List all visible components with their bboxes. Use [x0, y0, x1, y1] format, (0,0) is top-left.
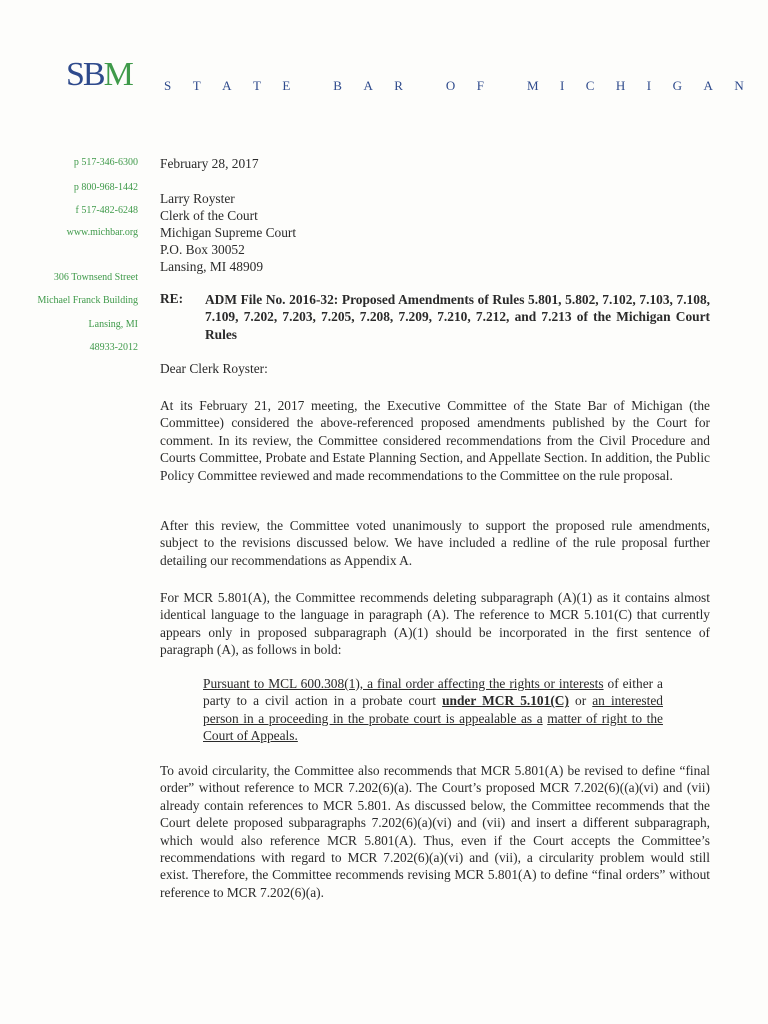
paragraph-3: For MCR 5.801(A), the Committee recommends deleting subparagraph (A)(1) as it contains almost identical language to the language in paragraph (A). The reference to MCR 5.101(C) that currently appears only in proposed subparagraph (A)(1) should be incorporated in the first sentence of paragraph (A), as follows in bold: — [160, 590, 710, 658]
org-letter: E — [282, 78, 291, 93]
contact-city: Lansing, MI — [88, 319, 138, 330]
org-letter: G — [672, 78, 682, 93]
re-subject: ADM File No. 2016-32: Proposed Amendments of Rules 5.801, 5.802, 7.102, 7.103, 7.108, 7.109, 7.202, 7.203, 7.205, 7.208, 7.209, 7.210, 7.212, and 7.213 of the Michigan Court Rules — [205, 292, 710, 342]
contact-zip: 48933-2012 — [89, 342, 138, 353]
quote-part-3: under MCR 5.101(C) — [442, 693, 569, 709]
org-letter: B — [333, 78, 342, 93]
paragraph-1: At its February 21, 2017 meeting, the Executive Committee of the State Bar of Michigan (the Committee) considered the above-referenced proposed amendments published by the Court for comment. In its review, the Committee considered recommendations from the Civil Procedure and Courts Committee, Probate and Estate Planning Section, and Appellate Section. In addition, the Public Policy Committee reviewed and made recommendations to the Committee on the rule proposal. — [160, 398, 710, 483]
logo-m: M — [103, 56, 132, 93]
org-letter: H — [615, 78, 626, 93]
org-letter: A — [222, 78, 232, 93]
organization-name — [164, 78, 744, 94]
org-letter: R — [394, 78, 403, 93]
paragraph-4: To avoid circularity, the Committee also recommends that MCR 5.801(A) be revised to define “final order” without reference to MCR 7.202(6)(a). The Court’s proposed MCR 7.202(6)((a)(vi) and (vii) already contain references to MCR 5.801. As discussed below, the Committee recommends that the Court delete proposed subparagraphs 7.202(6)(a)(vi) and (vii) and insert a different subparagraph, which would also reference MCR 5.801(A). Thus, even if the Court accepts the Committee’s recommendations with regard to MCR 7.202(6)(a)(vi) and (vii), a circularity problem would still exist. Therefore, the Committee recommends revising MCR 5.801(A) to define “final orders” without reference to MCR 7.202(6)(a). — [160, 763, 710, 900]
org-letter: T — [252, 78, 261, 93]
contact-tollfree: p 800-968-1442 — [73, 182, 138, 193]
org-letter: N — [734, 78, 744, 93]
contact-website[interactable]: www.michbar.org — [66, 227, 138, 238]
quote-part-7: matter of right to the Court of Appeals. — [203, 710, 663, 744]
org-letter: A — [363, 78, 373, 93]
sbm-logo — [66, 56, 132, 94]
letter-date: February 28, 2017 — [160, 156, 259, 171]
org-letter: C — [585, 78, 595, 93]
quote-part-1: Pursuant to MCL 600.308(1), a final order affecting the rights or interests — [203, 676, 604, 691]
recipient-box: P.O. Box 30052 — [160, 242, 245, 257]
recipient-title: Clerk of the Court — [160, 208, 258, 223]
org-letter: I — [646, 78, 652, 93]
recipient-name: Larry Royster — [160, 191, 235, 206]
contact-fax: f 517-482-6248 — [75, 205, 138, 216]
quote-part-4: or — [568, 693, 593, 709]
org-letter: A — [703, 78, 713, 93]
quote-part-5: an interested person in a proceeding in the probate court is appealable as a — [203, 693, 663, 726]
logo-sb: SB — [66, 56, 104, 93]
org-letter: M — [526, 78, 539, 93]
salutation: Dear Clerk Royster: — [160, 361, 268, 376]
org-letter: T — [192, 78, 201, 93]
org-letter: O — [445, 78, 456, 93]
contact-phone: p 517-346-6300 — [73, 157, 138, 168]
paragraph-2: After this review, the Committee voted unanimously to support the proposed rule amendments, subject to the revisions discussed below. We have included a redline of the rule proposal further detailing our recommendations as Appendix A. — [160, 518, 710, 568]
rule-quote — [203, 675, 663, 745]
contact-building: Michael Franck Building — [37, 295, 138, 306]
contact-street: 306 Townsend Street — [53, 272, 138, 283]
org-letter: I — [559, 78, 565, 93]
org-letter: F — [476, 78, 484, 93]
recipient-court: Michigan Supreme Court — [160, 225, 297, 240]
recipient-city: Lansing, MI 48909 — [160, 259, 264, 274]
org-letter: S — [164, 78, 172, 93]
re-label: RE: — [160, 291, 184, 306]
quote-part-2: of either a party to a civil action in a probate court — [203, 676, 664, 709]
